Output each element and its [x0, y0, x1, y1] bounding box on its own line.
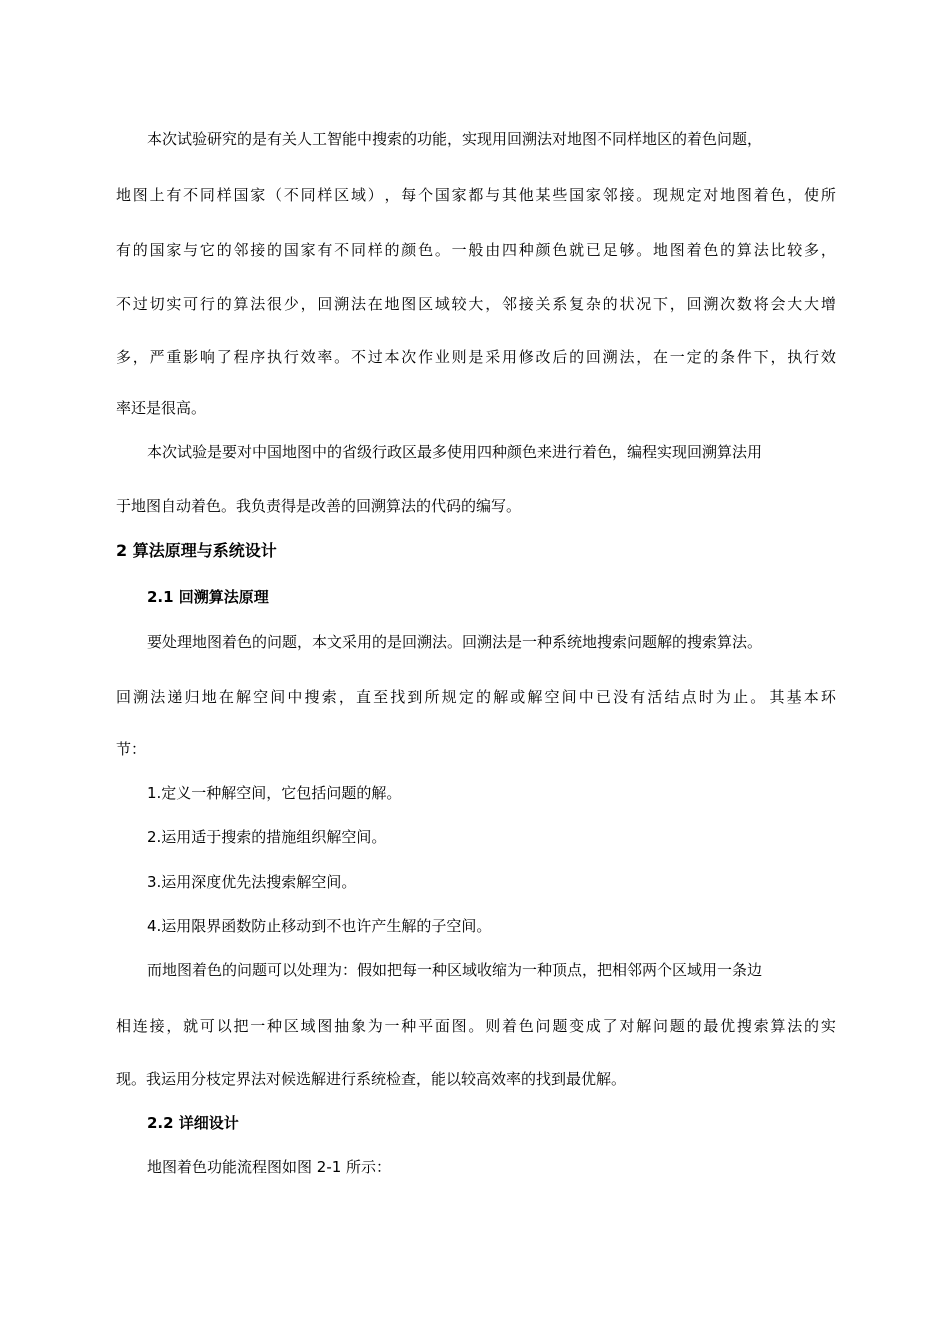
s21-p2-line-3: 现。我运用分枝定界法对候选解进行系统检查，能以较高效率的找到最优解。: [116, 1070, 627, 1088]
intro-p1-line-2: 地 图 上 有 不 同 样 国 家 （ 不 同 样 区 域 ） ， 每 个 国 家 都 与 其 他 某 些 国 家 邻 接 。 现 规 定 对 地 图 着 色 ， 使 所: [116, 186, 836, 204]
section-2-heading: 2 算法原理与系统设计: [116, 541, 277, 560]
s21-p1-line-2: 回 溯 法 递 归 地 在 解 空 间 中 搜 索 ， 直 至 找 到 所 规 定 的 解 或 解 空 间 中 已 没 有 活 结 点 时 为 止 。 其 基 本 环: [116, 688, 836, 706]
intro-p1-line-6: 率还是很高。: [116, 399, 207, 417]
s21-p2-line-2: 相 连 接 ， 就 可 以 把 一 种 区 域 图 抽 象 为 一 种 平 面 图 。 则 着 色 问 题 变 成 了 对 解 问 题 的 最 优 搜 索 算 法 的 实: [116, 1017, 836, 1035]
s22-p1: 地图着色功能流程图如图 2-1 所示：: [147, 1158, 392, 1176]
intro-p1-line-1: 本次试验研究的是有关人工智能中搜索的功能，实现用回溯法对地图不同样地区的着色问题，: [147, 130, 763, 148]
s21-p1-line-3: 节：: [116, 740, 147, 758]
step-2: 2.运用适于搜索的措施组织解空间。: [147, 828, 387, 846]
intro-p1-line-3: 有 的 国 家 与 它 的 邻 接 的 国 家 有 不 同 样 的 颜 色 。 一 般 由 四 种 颜 色 就 已 足 够 。 地 图 着 色 的 算 法 比 较 多 ，: [116, 241, 836, 259]
intro-p1-line-5: 多 ， 严 重 影 响 了 程 序 执 行 效 率 。 不 过 本 次 作 业 则 是 采 用 修 改 后 的 回 溯 法 ， 在 一 定 的 条 件 下 ， 执 行 效: [116, 348, 836, 366]
intro-p2-line-1: 本次试验是要对中国地图中的省级行政区最多使用四种颜色来进行着色，编程实现回溯算法用: [147, 443, 763, 461]
step-3: 3.运用深度优先法搜索解空间。: [147, 873, 357, 891]
s21-p1-line-1: 要处理地图着色的问题，本文采用的是回溯法。回溯法是一种系统地搜索问题解的搜索算法。: [147, 633, 763, 651]
step-4: 4.运用限界函数防止移动到不也许产生解的子空间。: [147, 917, 492, 935]
s21-p2-line-1: 而地图着色的问题可以处理为：假如把每一种区域收缩为一种顶点，把相邻两个区域用一条边: [147, 961, 763, 979]
section-2-2-heading: 2.2 详细设计: [147, 1114, 239, 1132]
intro-p1-line-4: 不 过 切 实 可 行 的 算 法 很 少 ， 回 溯 法 在 地 图 区 域 较 大 ， 邻 接 关 系 复 杂 的 状 况 下 ， 回 溯 次 数 将 会 大 大 增: [116, 295, 836, 313]
section-2-1-heading: 2.1 回溯算法原理: [147, 588, 269, 606]
step-1: 1.定义一种解空间，它包括问题的解。: [147, 784, 402, 802]
intro-p2-line-2: 于地图自动着色。我负责得是改善的回溯算法的代码的编写。: [116, 497, 522, 515]
